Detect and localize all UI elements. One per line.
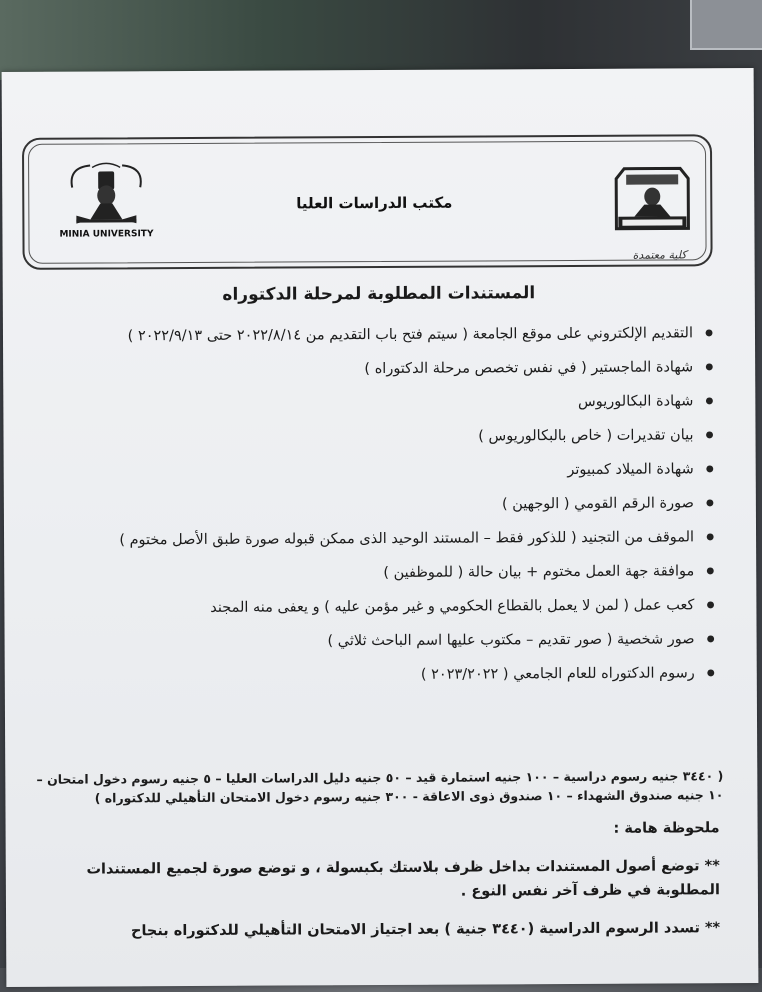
accredited-seal-text: كلية معتمدة xyxy=(632,248,687,262)
list-item: ● بيان تقديرات ( خاص بالبكالوريوس ) xyxy=(29,420,715,454)
list-item: ● موافقة جهة العمل مختوم + بيان حالة ( للموظفين ) xyxy=(30,556,716,590)
document-page xyxy=(2,68,759,987)
office-title: مكتب الدراسات العليا xyxy=(296,193,453,213)
list-item: ● شهادة البكالوريوس xyxy=(29,386,715,420)
background-object xyxy=(690,0,762,50)
list-item: ● الموقف من التجنيد ( للذكور فقط – المستند الوحيد الذى ممكن قبوله صورة طبق الأصل مختوم ) xyxy=(30,522,716,556)
required-documents-list xyxy=(29,318,717,696)
list-item: ● التقديم الإلكتروني على موقع الجامعة ( سيتم فتح باب التقديم من ٢٠٢٢/٨/١٤ حتى ٢٠٢٢/٩/١٣ ) xyxy=(29,318,715,352)
logo-caption: MINIA UNIVERSITY xyxy=(59,229,154,240)
note-heading: ملحوظة هامة : xyxy=(613,820,720,837)
list-item: ● رسوم الدكتوراه للعام الجامعي ( ٢٠٢٣/٢٠٢٢ ) xyxy=(31,658,717,692)
faculty-emblem-icon xyxy=(604,154,701,251)
document-title: المستندات المطلوبة لمرحلة الدكتوراه xyxy=(222,283,536,305)
note-item: ** توضع أصول المستندات بداخل ظرف بلاستك بكبسولة ، و توضع صورة لجميع المستندات المطلوبة في ظرف آخر نفس النوع . xyxy=(86,858,720,900)
list-item: ● شهادة الميلاد كمبيوتر xyxy=(30,454,716,488)
faculty-logo xyxy=(604,154,701,251)
note-item: ** تسدد الرسوم الدراسية (٣٤٤٠ جنية ) بعد اجتياز الامتحان التأهيلي للدكتوراه بنجاح xyxy=(130,920,721,940)
list-item: ● صورة الرقم القومي ( الوجهين ) xyxy=(30,488,716,522)
letterhead xyxy=(22,134,713,270)
fees-breakdown: ( ٣٤٤٠ جنيه رسوم دراسية – ١٠٠ جنيه استمارة قيد – ٥٠ جنيه دليل الدراسات العليا – ٥ جنيه رسوم دخول امتحان – ١٠ جنيه صندوق الشهداء – ١٠ صندوق ذوى الاعاقة - ٣٠٠ جنيه رسوم دخول الامتحان التأهيلي للدكتوراه ) xyxy=(36,768,724,806)
list-item: ● كعب عمل ( لمن لا يعمل بالقطاع الحكومي و غير مؤمن عليه ) و يعفى منه المجند xyxy=(30,590,716,624)
list-item: ● شهادة الماجستير ( في نفس تخصص مرحلة الدكتوراه ) xyxy=(29,352,715,386)
list-item: ● صور شخصية ( صور تقديم – مكتوب عليها اسم الباحث ثلاثي ) xyxy=(31,624,717,658)
minia-university-logo xyxy=(50,157,162,244)
